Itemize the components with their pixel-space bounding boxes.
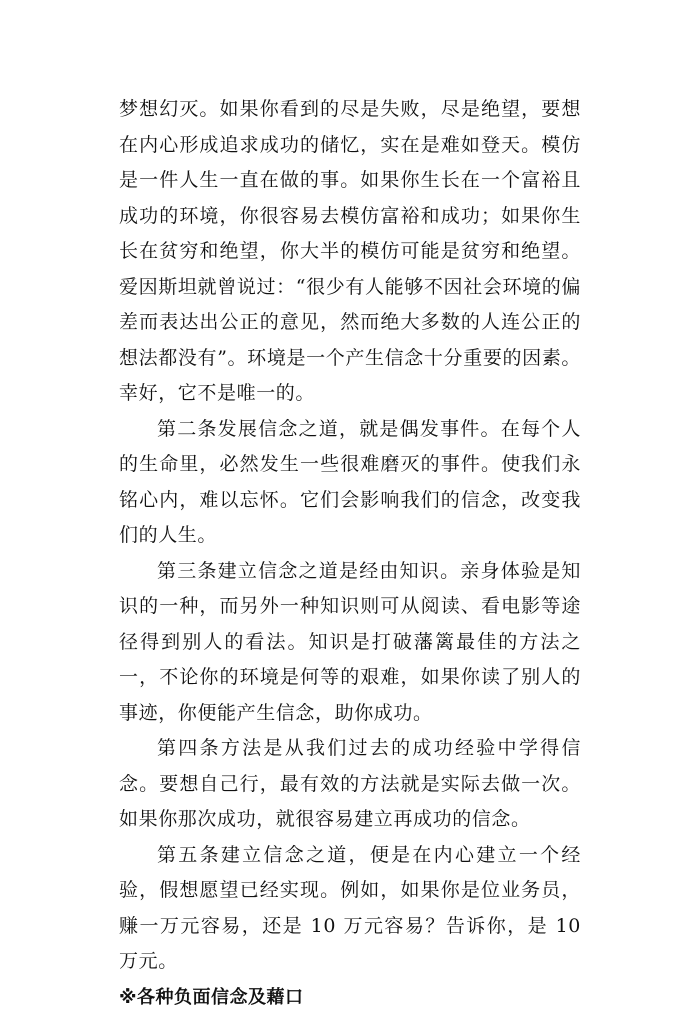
paragraph-fourth-way: 第四条方法是从我们过去的成功经验中学得信念。要想自己行，最有效的方法就是实际去做一次。如果你那次成功，就很容易建立再成功的信念。	[119, 731, 581, 838]
document-body	[119, 92, 581, 1015]
paragraph-third-way: 第三条建立信念之道是经由知识。亲身体验是知识的一种，而另外一种知识则可从阅读、看电影等途径得到别人的看法。知识是打破藩篱最佳的方法之一，不论你的环境是何等的艰难，如果你读了别人的事迹，你便能产生信念，助你成功。	[119, 554, 581, 732]
paragraph-fifth-way: 第五条建立信念之道，便是在内心建立一个经验，假想愿望已经实现。例如，如果你是位业务员，赚一万元容易，还是 10 万元容易？告诉你，是 10 万元。	[119, 838, 581, 980]
paragraph-second-way: 第二条发展信念之道，就是偶发事件。在每个人的生命里，必然发生一些很难磨灭的事件。使我们永铭心内，难以忘怀。它们会影响我们的信念，改变我们的人生。	[119, 412, 581, 554]
section-heading: ※各种负面信念及藉口	[119, 980, 581, 1015]
paragraph-environment: 梦想幻灭。如果你看到的尽是失败，尽是绝望，要想在内心形成追求成功的储忆，实在是难如登天。模仿是一件人生一直在做的事。如果你生长在一个富裕且成功的环境，你很容易去模仿富裕和成功；如果你生长在贫穷和绝望，你大半的模仿可能是贫穷和绝望。爱因斯坦就曾说过：“很少有人能够不因社会环境的偏差而表达出公正的意见，然而绝大多数的人连公正的想法都没有”。环境是一个产生信念十分重要的因素。幸好，它不是唯一的。	[119, 92, 581, 412]
